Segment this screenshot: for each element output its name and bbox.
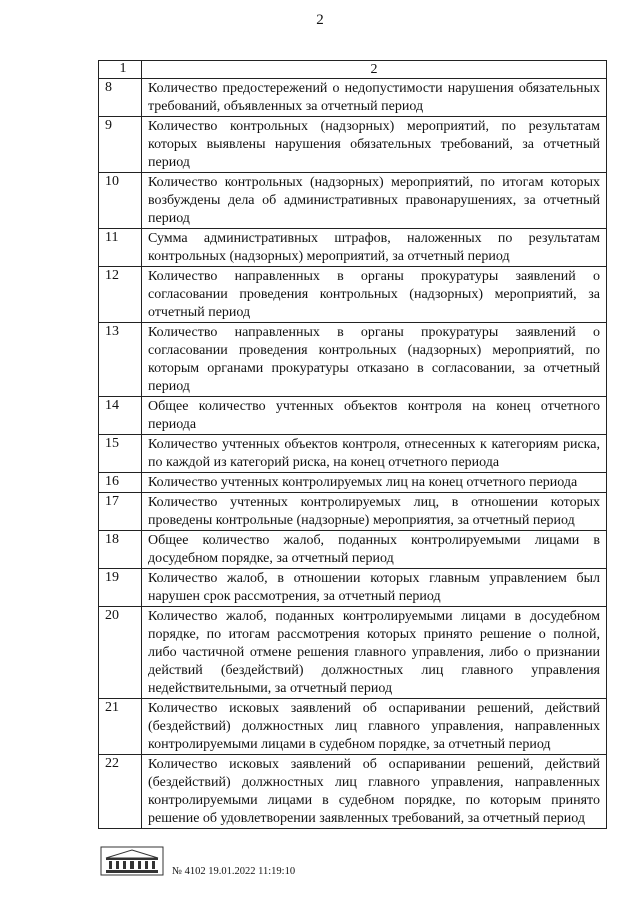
indicators-table-body <box>99 61 607 829</box>
table-header-row <box>99 61 607 79</box>
table-row <box>99 473 607 493</box>
row-number: 13 <box>99 323 142 397</box>
table-row <box>99 607 607 699</box>
building-emblem-icon <box>100 846 164 876</box>
table-row <box>99 117 607 173</box>
row-indicator-text: Общее количество жалоб, поданных контролируемыми лицами в досудебном порядке, за отчетный период <box>142 531 607 569</box>
table-row <box>99 267 607 323</box>
row-number: 14 <box>99 397 142 435</box>
table-row <box>99 493 607 531</box>
row-number: 22 <box>99 755 142 829</box>
row-number: 17 <box>99 493 142 531</box>
row-indicator-text: Количество учтенных контролируемых лиц, в отношении которых проведены контрольные (надзорные) мероприятия, за отчетный период <box>142 493 607 531</box>
row-indicator-text: Количество контрольных (надзорных) мероприятий, по результатам которых выявлены нарушения обязательных требований, за отчетный период <box>142 117 607 173</box>
registration-stamp: № 4102 19.01.2022 11:19:10 <box>172 866 296 877</box>
row-number: 19 <box>99 569 142 607</box>
indicators-table <box>98 60 607 829</box>
row-number: 16 <box>99 473 142 493</box>
row-number: 21 <box>99 699 142 755</box>
table-row <box>99 173 607 229</box>
row-number: 12 <box>99 267 142 323</box>
row-indicator-text: Количество жалоб, в отношении которых главным управлением был нарушен срок рассмотрения, за отчетный период <box>142 569 607 607</box>
row-indicator-text: Общее количество учтенных объектов контроля на конец отчетного периода <box>142 397 607 435</box>
row-indicator-text: Количество учтенных контролируемых лиц на конец отчетного периода <box>142 473 607 493</box>
row-indicator-text: Количество учтенных объектов контроля, отнесенных к категориям риска, по каждой из категорий риска, на конец отчетного периода <box>142 435 607 473</box>
row-number: 8 <box>99 79 142 117</box>
row-number: 20 <box>99 607 142 699</box>
table-row <box>99 435 607 473</box>
table-row <box>99 531 607 569</box>
table-row <box>99 699 607 755</box>
table-row <box>99 569 607 607</box>
page-number: 2 <box>316 12 324 28</box>
row-indicator-text: Количество исковых заявлений об оспаривании решений, действий (бездействий) должностных лиц главного управления, направленных контролируемыми лицами в судебном порядке, за отчетный период <box>142 699 607 755</box>
row-indicator-text: Количество предостережений о недопустимости нарушения обязательных требований, объявленных за отчетный период <box>142 79 607 117</box>
row-number: 10 <box>99 173 142 229</box>
row-number: 15 <box>99 435 142 473</box>
table-row <box>99 79 607 117</box>
row-indicator-text: Количество исковых заявлений об оспаривании решений, действий (бездействий) должностных лиц главного управления, направленных контролируемыми лицами в судебном порядке, по которым принято решение об удовлетворении заявленных требований, за отчетный период <box>142 755 607 829</box>
table-row <box>99 397 607 435</box>
row-number: 18 <box>99 531 142 569</box>
table-row <box>99 755 607 829</box>
row-indicator-text: Сумма административных штрафов, наложенных по результатам контрольных (надзорных) мероприятий, за отчетный период <box>142 229 607 267</box>
row-number: 11 <box>99 229 142 267</box>
table-row <box>99 229 607 267</box>
row-indicator-text: Количество направленных в органы прокуратуры заявлений о согласовании проведения контрольных (надзорных) мероприятий, за отчетный период <box>142 267 607 323</box>
row-number: 9 <box>99 117 142 173</box>
row-indicator-text: Количество жалоб, поданных контролируемыми лицами в досудебном порядке, по итогам рассмотрения которых принято решение о полной, либо частичной отмене решения главного управления, либо о признании действий (бездействий) должностных лиц главного управления недействительными, за отчетный период <box>142 607 607 699</box>
header-col-2: 2 <box>142 61 607 79</box>
row-indicator-text: Количество контрольных (надзорных) мероприятий, по итогам которых возбуждены дела об административных правонарушениях, за отчетный период <box>142 173 607 229</box>
table-row <box>99 323 607 397</box>
header-col-1: 1 <box>99 61 142 79</box>
row-indicator-text: Количество направленных в органы прокуратуры заявлений о согласовании проведения контрольных (надзорных) мероприятий, по которым органами прокуратуры отказано в согласовании, за отчетный период <box>142 323 607 397</box>
